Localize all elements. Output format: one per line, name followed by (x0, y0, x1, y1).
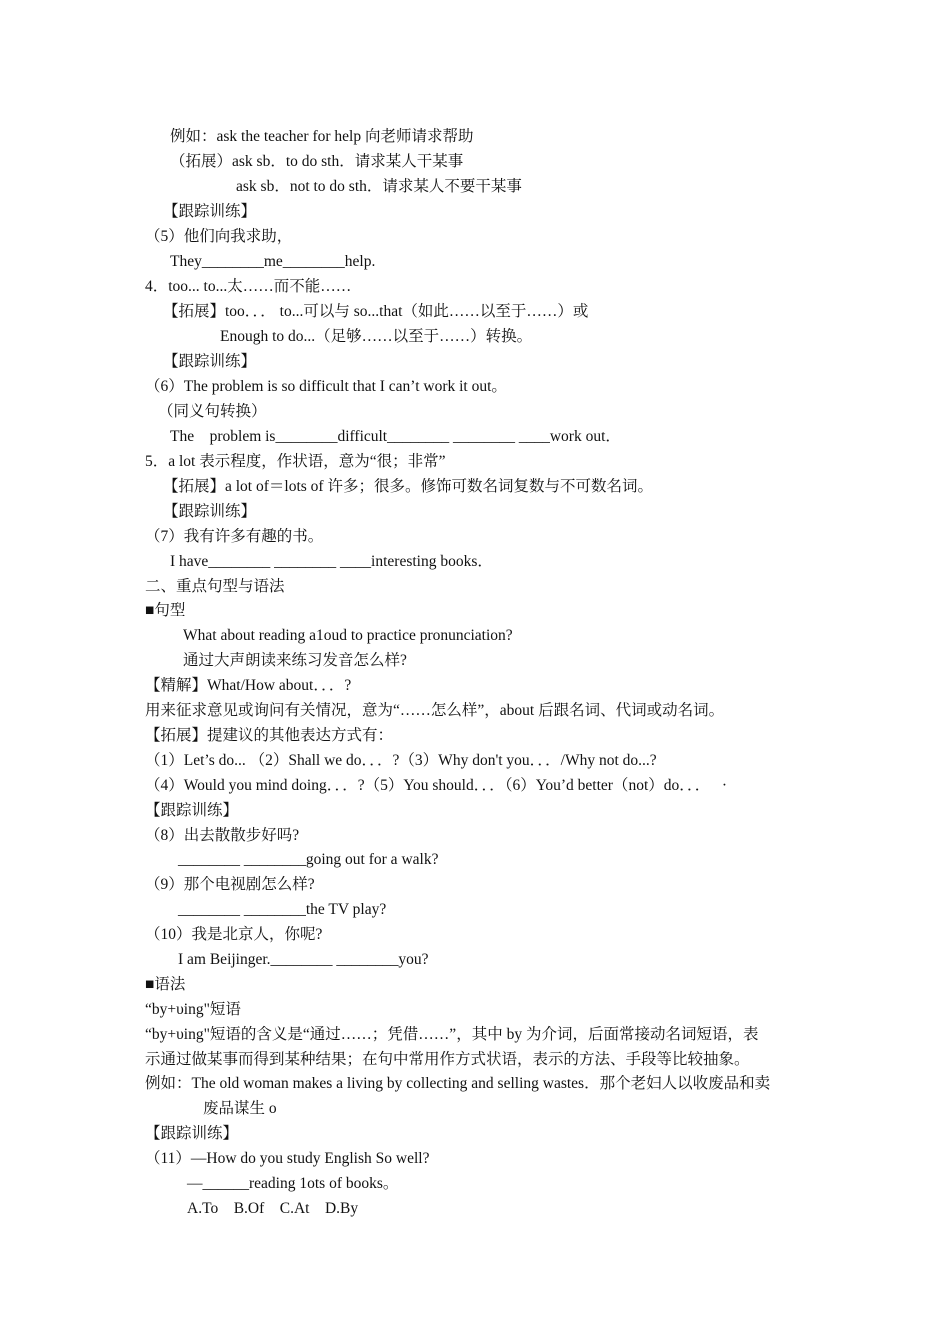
section-label: 【跟踪训练】 (163, 203, 257, 220)
answer-options: A.To B.Of C.At D.By (187, 1200, 359, 1217)
text-line: （11）—How do you study English So well? (145, 1150, 430, 1167)
text-line: 【拓展】too．．． to...可以与 so...that（如此……以至于……）或 (163, 303, 589, 320)
text-line: （1）Let’s do... （2）Shall we do．．．?（3）Why don't you．．．/Why not do...? (145, 752, 657, 769)
text-line: 通过大声朗读来练习发音怎么样? (183, 652, 407, 669)
text-line: （7）我有许多有趣的书。 (145, 528, 324, 545)
text-line: （8）出去散散步好吗? (145, 827, 300, 844)
text-line: 例如：The old woman makes a living by collecting and selling wastes．那个老妇人以收废品和卖 (145, 1075, 771, 1092)
text-line: 【精解】What/How about．．．? (145, 677, 352, 694)
text-line: 5．a lot 表示程度，作状语，意为“很；非常” (145, 453, 446, 470)
exercise-line: I have________ ________ ____interesting books． (170, 553, 493, 570)
text-line: （拓展）ask sb．to do sth．请求某人干某事 (170, 153, 464, 170)
section-label: 【跟踪训练】 (145, 802, 239, 819)
subheading: ■语法 (145, 976, 186, 993)
text-line: 示通过做某事而得到某种结果；在句中常用作方式状语，表示的方法、手段等比较抽象。 (145, 1051, 750, 1068)
exercise-line: ________ ________the TV play? (178, 901, 387, 918)
subheading: ■句型 (145, 602, 186, 619)
text-line: 4．too... to...太……而不能…… (145, 278, 352, 295)
text-line: 【拓展】a lot of＝lots of 许多；很多。修饰可数名词复数与不可数名词。 (163, 478, 653, 495)
text-line: What about reading a1oud to practice pronunciation? (183, 627, 513, 644)
exercise-line: They________me________help. (170, 253, 376, 270)
exercise-line: I am Beijinger.________ ________you? (178, 951, 429, 968)
text-line: （9）那个电视剧怎么样? (145, 876, 315, 893)
text-line: ask sb．not to do sth．请求某人不要干某事 (236, 178, 522, 195)
section-heading: 二、重点句型与语法 (145, 578, 285, 595)
text-line: 用来征求意见或询问有关情况，意为“……怎么样”，about 后跟名词、代词或动名词。 (145, 702, 725, 719)
section-label: 【跟踪训练】 (163, 353, 257, 370)
text-line: （同义句转换） (158, 403, 267, 420)
text-line: （5）他们向我求助， (145, 228, 293, 245)
text-line: 废品谋生 o (203, 1100, 277, 1117)
text-line: “by+υing"短语的含义是“通过……；凭借……”，其中 by 为介词，后面常接动名词短语，表 (145, 1026, 759, 1043)
exercise-line: The problem is________difficult________ ________ ____work out． (170, 428, 621, 445)
exercise-line: —______reading 1ots of books。 (187, 1175, 399, 1192)
text-line: （4）Would you mind doing．．．?（5）You should．．．（6）You’d better（not）do．．． · (145, 777, 728, 794)
text-line: “by+υing"短语 (145, 1001, 241, 1018)
text-line: （6）The problem is so difficult that I can’t work it out。 (145, 378, 507, 395)
text-line: Enough to do...（足够……以至于……）转换。 (220, 328, 533, 345)
section-label: 【跟踪训练】 (145, 1125, 239, 1142)
text-line: 【拓展】提建议的其他表达方式有： (145, 727, 394, 744)
text-line: 例如：ask the teacher for help 向老师请求帮助 (170, 128, 474, 145)
exercise-line: ________ ________going out for a walk? (178, 851, 439, 868)
section-label: 【跟踪训练】 (163, 503, 257, 520)
text-line: （10）我是北京人，你呢? (145, 926, 323, 943)
